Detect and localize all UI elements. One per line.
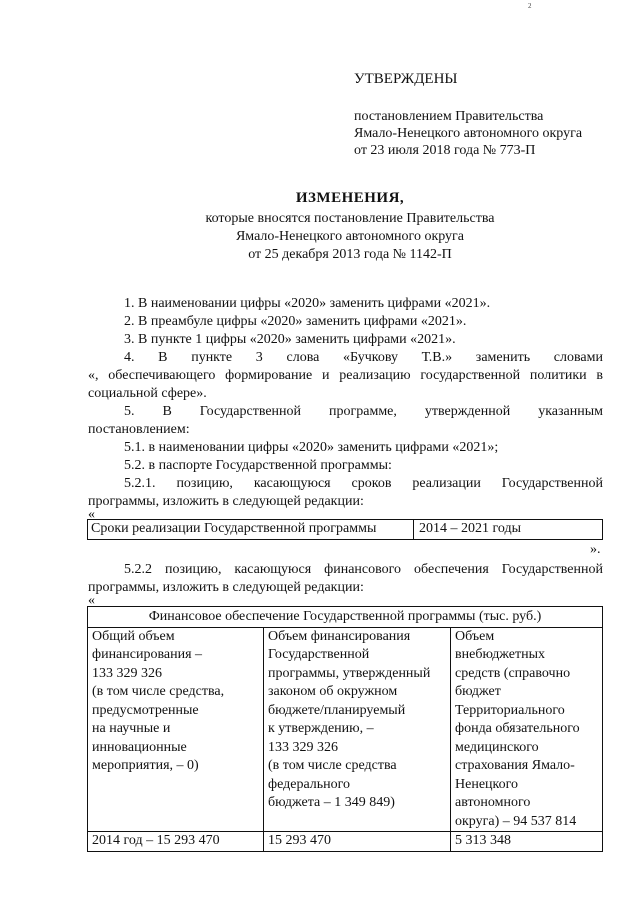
finance-cell-line: фонда обязательного (455, 721, 580, 736)
finance-cell-line: Ненецкого (455, 776, 519, 792)
finance-cell-line: программы, утвержденный (268, 665, 431, 681)
approval-heading: УТВЕРЖДЕНЫ (354, 71, 458, 87)
finance-cell-line: страхования Ямало- (455, 758, 575, 773)
finance-col-extrabudget (451, 627, 603, 832)
approval-line: постановлением Правительства (354, 109, 544, 124)
item-5-2-2-line: 5.2.2 позицию, касающуюся финансового обеспечения Государственной (124, 562, 603, 577)
open-quote: « (88, 507, 95, 522)
item-1: 1. В наименовании цифры «2020» заменить цифрами «2021». (124, 296, 491, 311)
terms-label: Сроки реализации Государственной программы (88, 520, 414, 540)
finance-col-budget (264, 627, 451, 832)
finance-year-2014-budget: 15 293 470 (264, 832, 451, 852)
finance-cell-line: бюджета – 1 349 849) (268, 795, 395, 810)
finance-cell-line: федерального (268, 776, 351, 792)
title-line: Ямало-Ненецкого автономного округа (235, 229, 465, 244)
item-5-2-1-line: программы, изложить в следующей редакции: (88, 494, 364, 509)
finance-cell-line: инновационные (92, 739, 187, 755)
item-5-1: 5.1. в наименовании цифры «2020» заменить цифрами «2021»; (124, 440, 499, 455)
approval-line: от 23 июля 2018 года № 773-П (354, 143, 536, 158)
item-5-2: 5.2. в паспорте Государственной программы: (124, 458, 392, 473)
finance-col-total (88, 627, 264, 832)
finance-cell-line: 133 329 326 (268, 739, 338, 755)
finance-cell-line: 133 329 326 (92, 665, 162, 681)
finance-cell-line: бюджет (455, 684, 501, 699)
item-5-line: постановлением: (88, 422, 190, 437)
terms-table (87, 519, 603, 540)
item-4-line: 4. В пункте 3 слова «Бучкову Т.В.» заменить словами (124, 350, 603, 365)
finance-cell-line: бюджете/планируемый (268, 702, 406, 718)
finance-year-2014-extrabudget: 5 313 348 (451, 832, 603, 852)
finance-cell-line: законом об окружном (268, 684, 398, 699)
finance-cell-line: внебюджетных (455, 647, 546, 662)
document-title: ИЗМЕНЕНИЯ, (295, 190, 405, 206)
finance-cell-line: округа) – 94 537 814 (455, 813, 577, 829)
finance-cell-line: Общий объем (92, 628, 175, 644)
finance-cell-line: финансирования – (92, 647, 203, 662)
item-3: 3. В пункте 1 цифры «2020» заменить цифрами «2021». (124, 332, 456, 347)
approval-line: Ямало-Ненецкого автономного округа (354, 126, 583, 141)
finance-cell-line: предусмотренные (92, 702, 199, 718)
finance-cell-line: медицинского (455, 739, 539, 755)
title-line: которые вносятся постановление Правительства (205, 211, 495, 226)
finance-cell-line: Государственной (268, 647, 370, 662)
finance-cell-line: к утверждению, – (268, 721, 374, 736)
item-5-line: 5. В Государственной программе, утвержденной указанным (124, 404, 603, 419)
item-4-line: «, обеспечивающего формирование и реализацию государственной политики в (88, 368, 603, 383)
open-quote: « (88, 593, 95, 608)
item-2: 2. В преамбуле цифры «2020» заменить цифрами «2021». (124, 314, 467, 329)
title-line: от 25 декабря 2013 года № 1142-П (248, 247, 452, 262)
close-quote: ». (590, 542, 601, 557)
finance-cell-line: (в том числе средства, (92, 684, 225, 699)
finance-cell-line: автономного (455, 795, 531, 810)
item-5-2-2-line: программы, изложить в следующей редакции: (88, 580, 364, 595)
item-5-2-1-line: 5.2.1. позицию, касающуюся сроков реализации Государственной (124, 476, 603, 491)
finance-cell-line: Территориального (455, 702, 565, 718)
finance-cell-line: Объем финансирования (268, 628, 411, 644)
item-4-line: социальной сфере». (88, 386, 207, 401)
finance-cell-line: на научные и (92, 721, 171, 736)
finance-cell-line: (в том числе средства (268, 758, 397, 773)
finance-table (87, 606, 603, 852)
finance-year-2014: 2014 год – 15 293 470 (88, 832, 264, 852)
finance-cell-line: мероприятия, – 0) (92, 758, 199, 773)
finance-cell-line: Объем (455, 628, 495, 644)
finance-cell-line: средств (справочно (455, 665, 571, 681)
terms-value: 2014 – 2021 годы (414, 520, 603, 540)
page-number: 2 (528, 2, 533, 10)
finance-header: Финансовое обеспечение Государственной программы (тыс. руб.) (88, 607, 603, 628)
